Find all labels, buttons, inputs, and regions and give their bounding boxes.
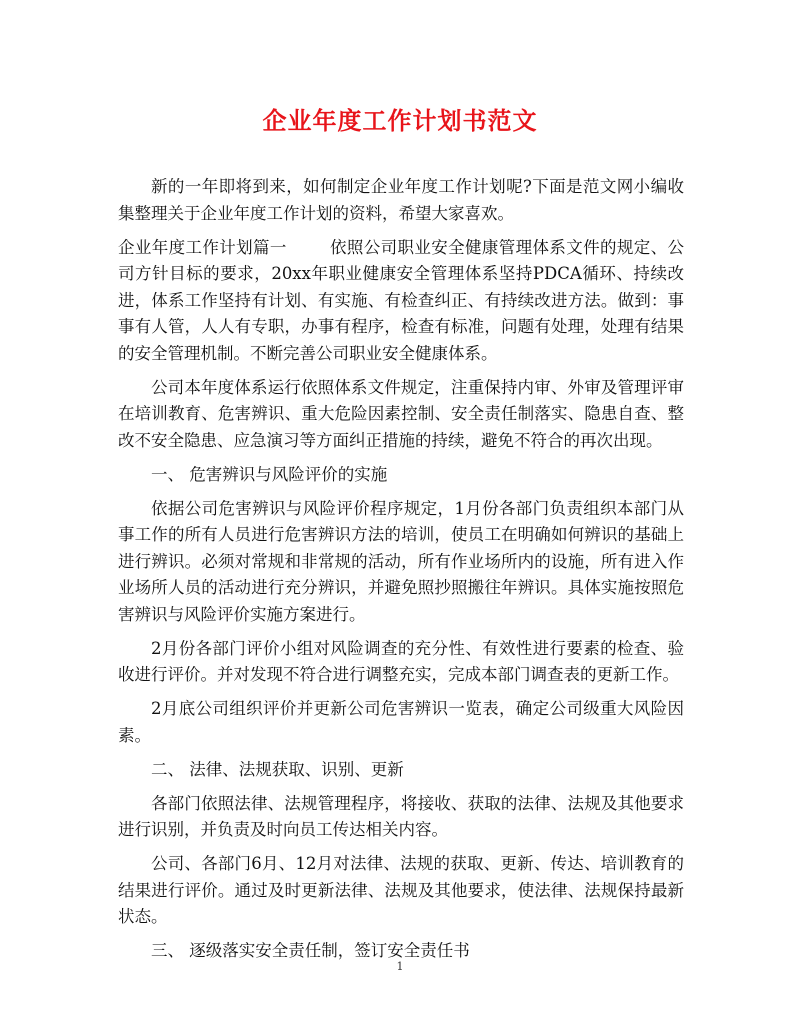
laws-paragraph-2: 公司、各部门6月、12月对法律、法规的获取、更新、传达、培训教育的结果进行评价。通过及时更新法律、法规及其他要求，使法律、法规保持最新状态。 <box>118 854 684 926</box>
intro-paragraph: 新的一年即将到来，如何制定企业年度工作计划呢?下面是范文网小编收集整理关于企业年度工作计划的资料，希望大家喜欢。 <box>118 177 684 223</box>
laws-paragraph-1: 各部门依照法律、法规管理程序，将接收、获取的法律、法规及其他要求进行识别，并负责及时向员工传达相关内容。 <box>118 793 684 839</box>
hazard-paragraph-3: 2月底公司组织评价并更新公司危害辨识一览表，确定公司级重大风险因素。 <box>118 699 684 745</box>
document-title: 企业年度工作计划书范文 <box>262 106 538 135</box>
section-body: 依照公司职业安全健康管理体系文件的规定、公司方针目标的要求，20xx年职业健康安全管理体系坚持PDCA循环、持续改进，体系工作坚持有计划、有实施、有检查纠正、有持续改进方法。做到：事事有人管，人人有专职，办事有程序，检查有标准，问题有处理，处理有结果的安全管理机制。不断完善公司职业安全健康体系。 <box>118 237 685 363</box>
heading-safety-responsibility: 三、 逐级落实安全责任制，签订安全责任书 <box>151 941 470 960</box>
hazard-paragraph-2: 2月份各部门评价小组对风险调查的充分性、有效性进行要素的检查、验收进行评价。并对发现不符合进行调整充实，完成本部门调查表的更新工作。 <box>118 638 684 684</box>
overview-paragraph: 公司本年度体系运行依照体系文件规定，注重保持内审、外审及管理评审在培训教育、危害辨识、重大危险因素控制、安全责任制落实、隐患自查、整改不安全隐患、应急演习等方面纠正措施的持续，避免不符合的再次出现。 <box>118 377 684 450</box>
section-paragraph <box>118 235 684 368</box>
section-label: 企业年度工作计划篇一 <box>118 237 287 257</box>
page-number: 1 <box>396 960 404 973</box>
hazard-paragraph-1: 依据公司危害辨识与风险评价程序规定，1月份各部门负责组织本部门从事工作的所有人员进行危害辨识方法的培训，使员工在明确如何辨识的基础上进行辨识。必须对常规和非常规的活动，所有作业场所内的设施，所有进入作业场所人员的活动进行充分辨识，并避免照抄照搬往年辨识。具体实施按照危害辨识与风险评价实施方案进行。 <box>118 498 684 624</box>
heading-laws-regulations: 二、 法律、法规获取、识别、更新 <box>151 759 404 779</box>
document-body <box>118 174 684 972</box>
heading-hazard-identification: 一、 危害辨识与风险评价的实施 <box>151 464 388 484</box>
